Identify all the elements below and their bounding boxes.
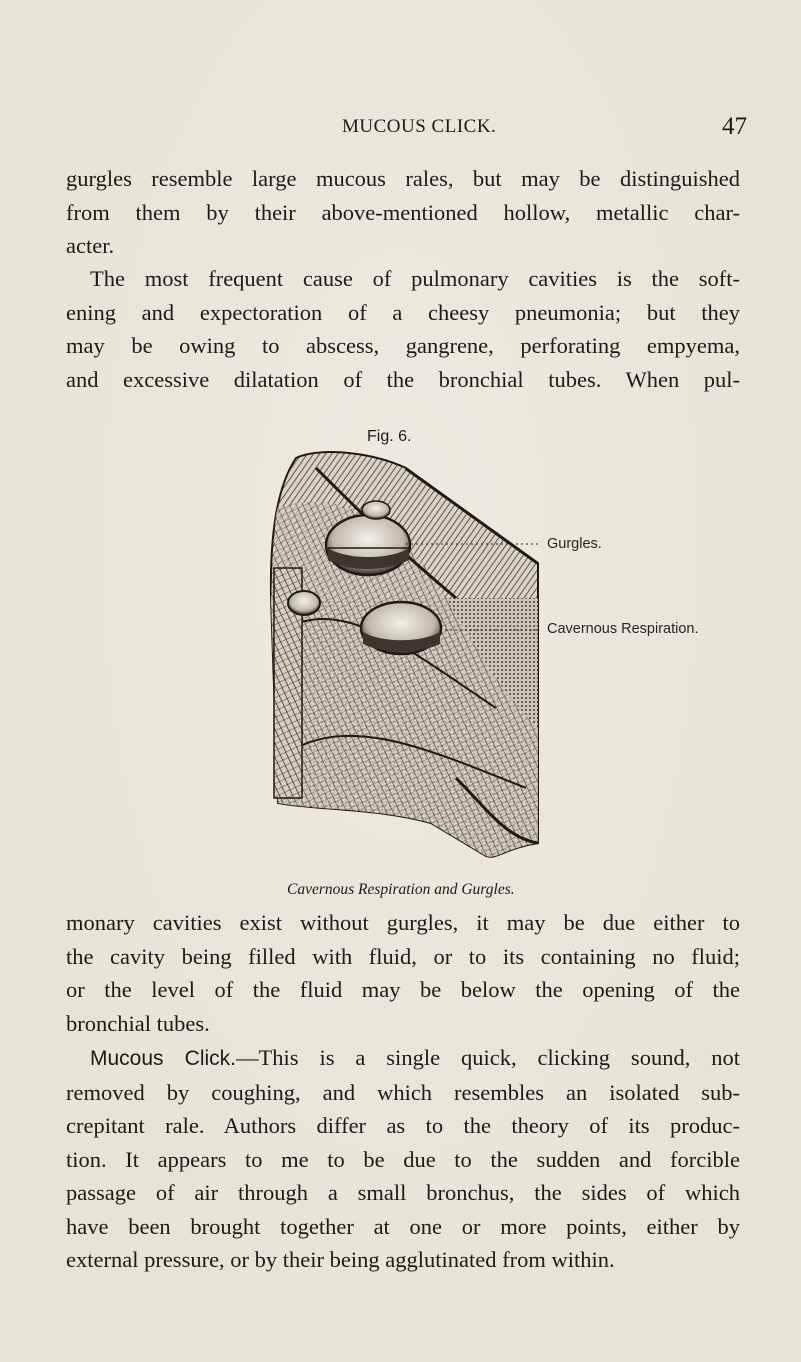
section-run-in-heading: Mucous Click. xyxy=(90,1047,237,1070)
text-line: external pressure, or by their being agglutinated from within. xyxy=(66,1247,615,1272)
upper-cavity xyxy=(326,515,410,575)
page-number: 47 xyxy=(722,113,747,140)
text-line: from them by their above-mentioned hollow, metallic char- xyxy=(66,199,740,225)
text-line: monary cavities exist without gurgles, it may be due either to xyxy=(66,910,740,935)
text-line: The most frequent cause of pulmonary cavities is the soft- xyxy=(90,266,740,291)
text-line-rest: —This is a single quick, clicking sound, not xyxy=(236,1045,740,1070)
text-line: passage of air through a small bronchus, the sides of which xyxy=(66,1180,740,1205)
text-line: have been brought together at one or more points, either by xyxy=(66,1213,740,1239)
text-line xyxy=(66,1041,740,1076)
text-line: ening and expectoration of a cheesy pneumonia; but they xyxy=(66,299,740,325)
paragraph-gurgles xyxy=(66,162,740,263)
lung-section xyxy=(256,452,546,860)
text-line: the cavity being filled with fluid, or to its containing no fluid; xyxy=(66,943,740,969)
text-line: or the level of the fluid may be below the opening of the xyxy=(66,977,740,1002)
running-head xyxy=(0,113,801,146)
lower-cavity xyxy=(361,602,441,654)
paragraph-causes xyxy=(66,262,740,396)
text-line: bronchial tubes. xyxy=(66,1010,210,1036)
paragraph-mucous-click xyxy=(66,1041,740,1277)
running-title: MUCOUS CLICK. xyxy=(342,116,497,137)
text-line: and excessive dilatation of the bronchial tubes. When pul- xyxy=(66,366,740,392)
callout-gurgles: Gurgles. xyxy=(547,536,602,552)
figure-label: Fig. 6. xyxy=(367,428,412,445)
lung-cavity-illustration xyxy=(256,448,546,860)
text-line: gurgles resemble large mucous rales, but may be distinguished xyxy=(66,166,740,191)
text-line: crepitant rale. Authors differ as to the theory of its produc- xyxy=(66,1113,740,1138)
text-line: acter. xyxy=(66,233,115,258)
text-line: removed by coughing, and which resembles an isolated sub- xyxy=(66,1079,740,1105)
callout-cavernous-respiration: Cavernous Respiration. xyxy=(547,621,699,637)
paragraph-cavities xyxy=(66,906,740,1040)
text-line: may be owing to abscess, gangrene, perforating empyema, xyxy=(66,333,740,358)
figure-caption: Cavernous Respiration and Gurgles. xyxy=(287,881,515,898)
text-line: tion. It appears to me to be due to the sudden and forcible xyxy=(66,1146,740,1172)
